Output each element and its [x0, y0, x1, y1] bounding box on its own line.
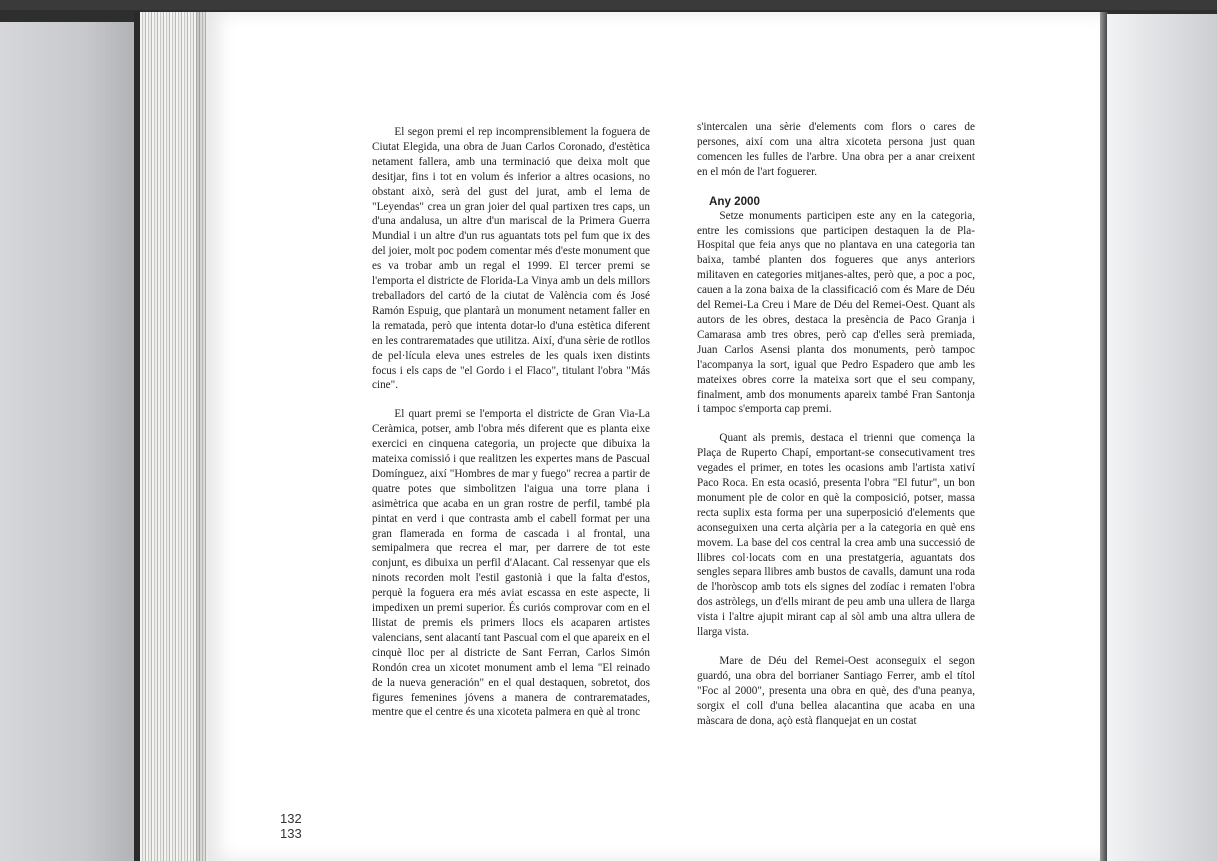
paragraph-continuation: s'intercalen una sèrie d'elements com flors o cares de persones, així com una altra xicoteta persona just quan comencen les fulles de l'arbre. Una obra per a anar creixent en el món de l'art foguerer.: [697, 121, 975, 178]
page-number: 133: [280, 826, 302, 841]
paragraph: Quant als premis, destaca el trienni que comença la Plaça de Ruperto Chapí, emportant-se consecutivament tres vegades el primer, en totes les ocasions amb l'artista xativí Paco Roca. En esta ocasió, presenta l'obra "El futur", un bon monument ple de color en què la composició, potser, massa recta suplix esta forma per una superposició d'elements que aconseguixen una certa alçària per a la categoria en què ens movem. La base del cos central la crea amb una successió de llibres col·locats com en una prestatgeria, aguantats dos sengles separa llibres amb bustos de cavalls, damunt una roda de l'horòscop amb tots els signes del zodíac i rematen l'obra dos astròlegs, un d'ells mirant de peu amb una ullera de llarga vista i l'altre ajupit mirant cap al sòl amb una altra ullera de llarga vista.: [697, 432, 975, 639]
paragraph: El quart premi se l'emporta el districte de Gran Via-La Ceràmica, potser, amb l'obra més diferent que es planta eixe exercici en cinquena categoria, un projecte que dibuixa la mateixa comissió i que realitzen les expertes mans de Pascual Domínguez, així "Hombres de mar y fuego" recrea a partir de quatre potes que simbolitzen l'aigua una torre plana i asimètrica que acaba en un gran rostre de perfil, també pla pintat en verd i que contrasta amb el cabell format per una gran flamerada en forma de cascada i al frontal, una semipalmera que recrea el mar, per darrere de tot este conjunt, es dibuixa un perfil d'Alacant. Cal ressenyar que els ninots recorden molt l'estil gastonià i que la falta d'estos, perquè la foguera era més aviat escassa en este aspecte, li impedixen un premi superior. És curiós comprovar com en el llistat de premis els primers llocs els acaparen artistes valencians, sent alacantí tant Pascual com el que apareix en el cinquè lloc per al districte de Sant Ferran, Carlos Simón Rondón crea un xicotet monument amb el lema "El reinado de la nueva generación" en el qual destaquen, sobretot, dos figures femenines jóvens a manera de contrarematades, mentre que el centre és una xicoteta palmera en què al tronc: [372, 408, 650, 719]
scanner-top-strip: [0, 0, 1217, 10]
left-book-cover: [0, 22, 138, 861]
page-number: 132: [280, 811, 302, 826]
paragraph: El segon premi el rep incomprensiblement la foguera de Ciutat Elegida, una obra de Juan Carlos Coronado, d'estètica netament fallera, amb una terminació que deixa molt que desitjar, fins i tot en volum és inferior a altres ocasions, no obstant això, serà del gust del jurat, amb el lema de "Leyendas" crea un gran joier del qual partixen tres caps, un d'una andalusa, un altre d'un mariscal de la Primera Guerra Mundial i un altre d'un rus aguantats tots pel fum que ix des del joier, molt poc podem comentar més d'este monument que es va trobar amb un regal el 1999. El tercer premi se l'emporta el districte de Florida-La Vinya amb un dels millors treballadors del cartó de la ciutat de València com és José Ramón Espuig, que plantarà un monument netament faller en la rematada, però que intenta dotar-lo d'una estètica diferent en les contrarematades que utilitza. Així, d'una sèrie de rotllos de pel·lícula eleva unes estreles de les quals ixen distints focus i els caps de "el Gordo i el Flaco", titulant l'obra "Más cine".: [372, 126, 650, 392]
right-text-column: [697, 120, 975, 743]
section-heading: Any 2000: [709, 194, 760, 208]
right-book-cover: [1107, 14, 1217, 861]
paragraph: Mare de Déu del Remei-Oest aconseguix el segon guardó, una obra del borrianer Santiago Ferrer, amb el títol "Foc al 2000", presenta una obra en què, des d'una peanya, sorgix el coll d'una bellea alacantina que acaba en una màscara de dona, açò està flanquejat en un costat: [697, 655, 975, 727]
paragraph: Setze monuments participen este any en la categoria, entre les comissions que participen destaquen la de Pla-Hospital que feia anys que no plantava en una categoria tan baixa, també planten dos fogueres que anys anteriors militaven en categories mitjanes-altes, però que, a poc a poc, cauen a la zona baixa de la classificació com és Mare de Déu del Remei-La Creu i Mare de Déu del Remei-Oest. Quant als autors de les obres, destaca la presència de Paco Granja i Camarasa amb tres obres, però cap d'elles serà premiada, Juan Carlos Asensi planta dos monuments, però tampoc l'acompanya la sort, igual que Pedro Espadero que amb les mateixes obres corre la mateixa sort que el seu company, finalment, amb dos monuments apareix també Fran Santonja i tampoc s'emporta cap premi.: [697, 209, 975, 416]
page-edges-stack: [140, 12, 210, 861]
page-numbers: [280, 811, 302, 841]
left-text-column: [372, 125, 650, 734]
